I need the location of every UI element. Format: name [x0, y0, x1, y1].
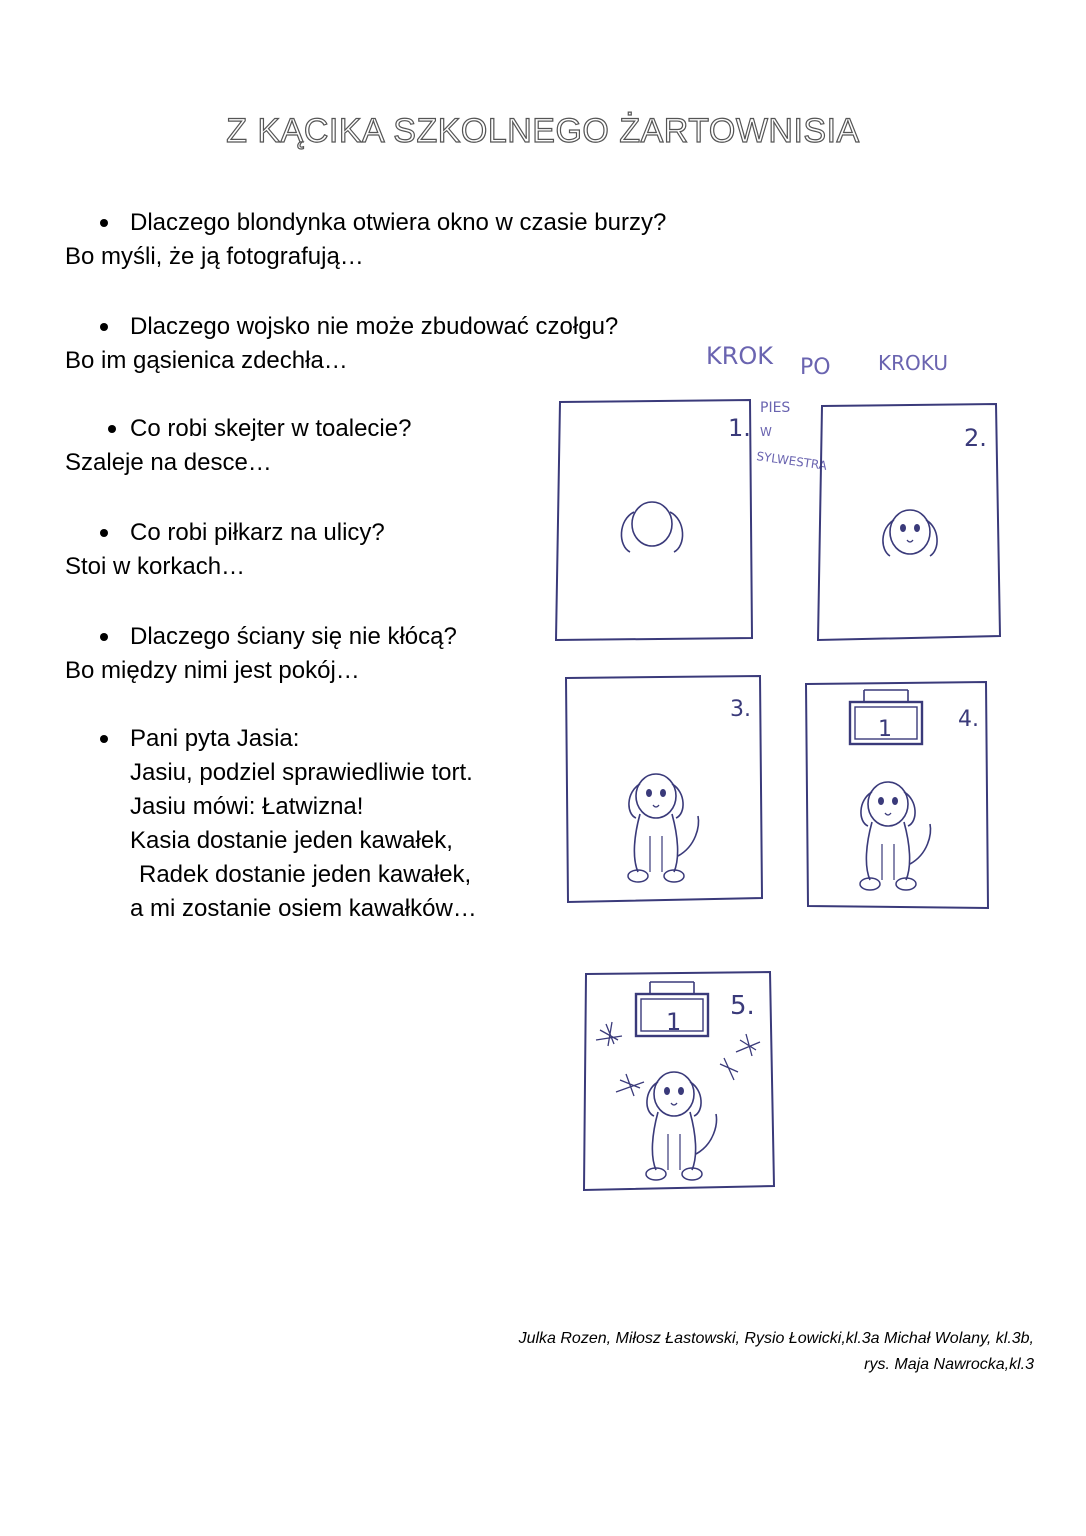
comic-panel-4: [806, 682, 988, 908]
panel-number: 2.: [964, 424, 987, 452]
joke-answer: Stoi w korkach…: [65, 553, 246, 580]
panel-number: 4.: [958, 707, 979, 732]
comic-subtitle-line-2: W: [760, 425, 772, 439]
joke-answer: Szaleje na desce…: [65, 449, 272, 476]
tv-digit: 1: [878, 717, 892, 742]
question-text: Pani pyta Jasia:: [130, 725, 300, 752]
joke-line: Jasiu mówi: Łatwizna!: [130, 793, 364, 820]
dog-sitting-icon: [646, 1072, 716, 1180]
joke-answer: Bo im gąsienica zdechła…: [65, 347, 348, 374]
comic-title-word-1: KROK: [706, 342, 774, 370]
comic-subtitle-line-3: SYLWESTRA: [755, 449, 828, 473]
question-text: Co robi piłkarz na ulicy?: [130, 519, 385, 546]
dog-sitting-icon: [628, 774, 698, 882]
joke-line: Jasiu, podziel sprawiedliwie tort.: [130, 759, 473, 786]
credits-authors: Julka Rozen, Miłosz Łastowski, Rysio Łowicki,kl.3a Michał Wolany, kl.3b,: [518, 1330, 1034, 1347]
question-text: Dlaczego blondynka otwiera okno w czasie burzy?: [130, 209, 667, 236]
tv-digit: 1: [666, 1008, 682, 1036]
joke-line: Radek dostanie jeden kawałek,: [139, 861, 472, 888]
comic-panel-3: [566, 676, 762, 902]
panel-number: 1.: [728, 414, 751, 442]
joke-answer: Bo między nimi jest pokój…: [65, 657, 360, 684]
comic-title-word-2: PO: [800, 355, 831, 380]
joke-line: a mi zostanie osiem kawałków…: [130, 895, 477, 922]
comic-subtitle-line-1: PIES: [760, 400, 791, 416]
credits-illustrator: rys. Maja Nawrocka,kl.3: [864, 1356, 1034, 1373]
question-text: Co robi skejter w toalecie?: [130, 415, 412, 442]
comic-panel-5: [584, 972, 774, 1190]
joke-line: Kasia dostanie jeden kawałek,: [130, 827, 453, 854]
comic-panel-1: [556, 400, 752, 640]
dog-sitting-icon: [860, 782, 930, 890]
panel-number: 3.: [730, 697, 751, 722]
dog-face-icon: [883, 510, 937, 556]
joke-answer: Bo myśli, że ją fotografują…: [65, 243, 364, 270]
question-text: Dlaczego ściany się nie kłócą?: [130, 623, 457, 650]
comic-panel-2: [818, 404, 1000, 640]
question-text: Dlaczego wojsko nie może zbudować czołgu?: [130, 313, 619, 340]
dog-head-back-icon: [621, 502, 682, 552]
comic-title-word-3: KROKU: [878, 351, 948, 375]
page-title: Z KĄCIKA SZKOLNEGO ŻARTOWNISIA: [226, 112, 860, 150]
credits: [519, 1326, 1034, 1378]
panel-number: 5.: [730, 991, 755, 1021]
